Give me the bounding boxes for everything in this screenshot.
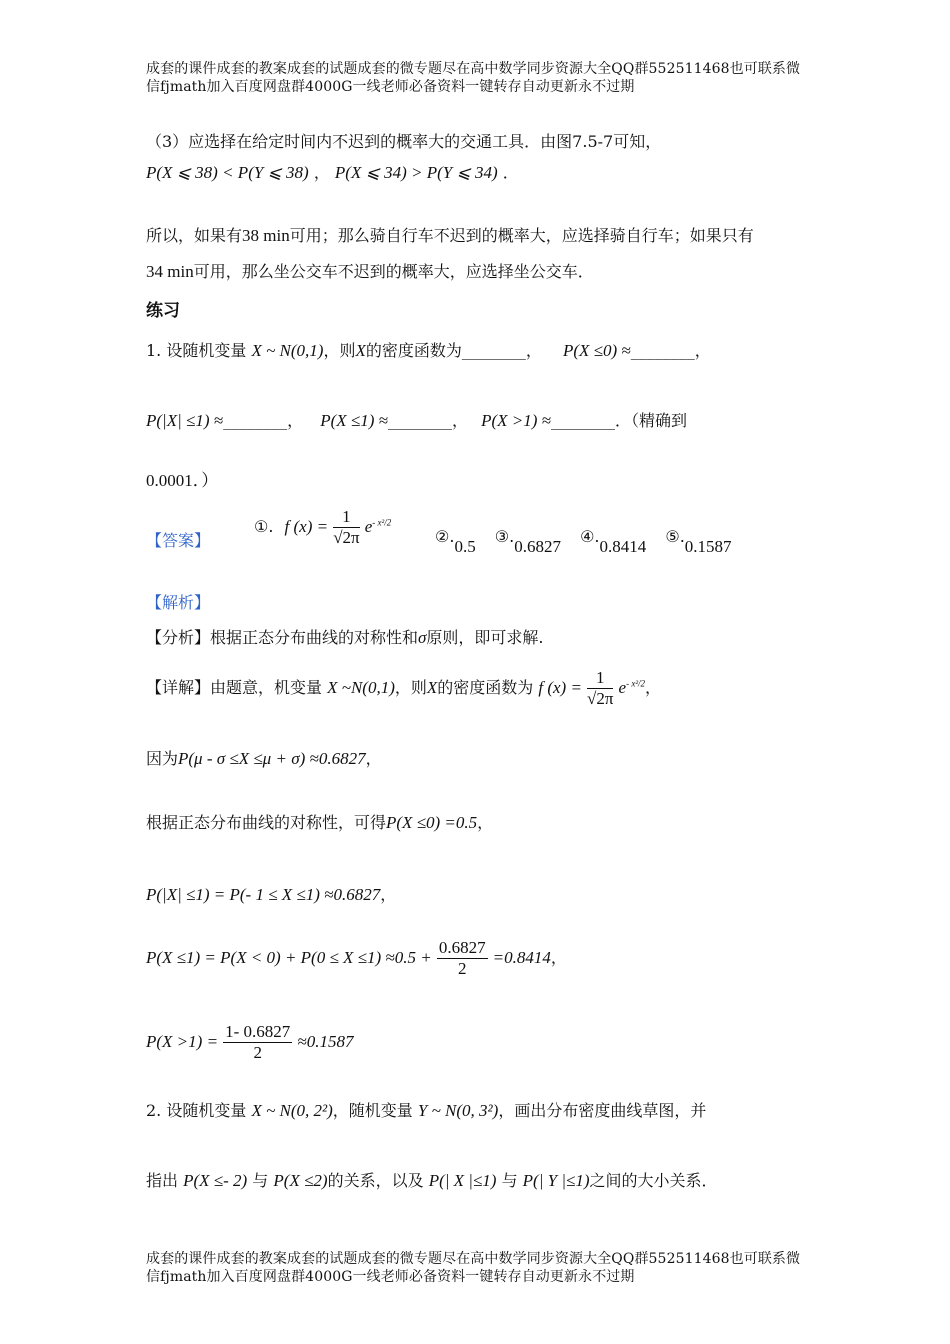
q2-dist-y: Y ~ N(0, 3²) [417,1101,499,1120]
analysis-gt1 [146,1022,354,1063]
analysis-label: 【解析】 [146,593,211,612]
q2-p2: P(X ≤2) [273,1171,328,1190]
q2-p3: P(| X |≤1) [428,1171,497,1190]
sigma-symbol: σ [418,628,427,647]
q2-g: 与 [501,1171,518,1190]
comma-2: ， [477,813,494,832]
answer-formula [254,507,391,548]
marker-4: ④. [580,527,600,546]
q1-precision: 0.0001．） [146,471,219,490]
q2-h: 之间的大小关系． [589,1171,718,1190]
density-lhs: f (x) = [284,517,329,536]
density-e: e [364,517,373,536]
min-34: 34 min [146,262,194,281]
q2-d: 指出 [146,1171,179,1190]
detail-density-exponent: - x²/2 [626,678,646,689]
marker-3: ③. [494,527,515,546]
detail-c: 的密度函数为 [437,678,534,697]
period: ． [502,163,519,182]
comma-1: ， [365,749,382,768]
abs-equation: P(|X| ≤1) = P(- 1 ≤ X ≤1) ≈0.6827 [146,885,381,904]
density-denominator: √2π [333,528,360,547]
q1-line-2 [146,408,687,431]
q1-p1: P(X ≤0) ≈ [562,341,631,360]
answer-values [435,527,732,556]
conclusion-line-1 [146,223,754,246]
q1-blank2: ________， [223,411,304,430]
q1-x: X [355,341,366,360]
q2-p4: P(| Y |≤1) [522,1171,590,1190]
ineq-1: P(X ⩽ 38) < P(Y ⩽ 38) [146,163,309,182]
density-numerator: 1 [333,507,359,528]
analysis-detail [146,668,661,709]
part3-intro: （3）应选择在给定时间内不迟到的概率大的交通工具．由图7.5-7可知， [146,132,662,151]
conclusion-b: 可用；那么骑自行车不迟到的概率大，应选择骑自行车；如果只有 [289,226,754,245]
value-3: 0.6827 [514,537,561,556]
header-line-1: 成套的课件成套的教案成套的试题成套的微专题尽在高中数学同步资源大全QQ群552511468也可联系微 [146,61,801,77]
gt1-numerator: 1- 0.6827 [225,1022,291,1041]
gt1-a: P(X >1) = [146,1032,219,1051]
le1-a: P(X ≤1) = P(X < 0) + P(0 ≤ X ≤1) ≈0.5 + [146,948,432,967]
q1-line-1 [146,338,711,361]
le1-b: =0.8414 [492,948,551,967]
q1-b: ，则 [323,341,356,360]
q2-dist-x: X ~ N(0, 2²) [251,1101,333,1120]
q1-blank3: ________， [387,411,468,430]
comma-3: ， [380,885,397,904]
analysis-because [146,746,382,769]
conclusion-c: 可用，那么坐公交车不迟到的概率大，应选择坐公交车． [193,262,594,281]
detail-density-denominator: √2π [587,689,614,708]
q2-f: 的关系，以及 [327,1171,424,1190]
le1-numerator: 0.6827 [438,938,486,957]
q2-line-1 [146,1098,706,1121]
q1-p2: P(|X| ≤1) ≈ [146,411,224,430]
q2-p1: P(X ≤- 2) [183,1171,248,1190]
footer-line-1: 成套的课件成套的教案成套的试题成套的微专题尽在高中数学同步资源大全QQ群552511468也可联系微 [146,1251,801,1267]
detail-dist: X ~N(0,1) [327,678,395,697]
q2-b: ，随机变量 [332,1101,413,1120]
q1-blank4: ________．（精确到 [551,411,688,430]
marker-2: ②. [435,527,455,546]
le1-denominator: 2 [457,959,467,978]
conclusion-a: 所以，如果有 [146,226,243,245]
q1-blank1: ________， [630,341,711,360]
gt1-fraction [223,1022,292,1063]
analysis-le1 [146,938,567,979]
detail-density-numerator: 1 [587,668,613,689]
comma-4: ， [550,948,567,967]
detail-density-fraction [587,668,613,709]
value-4: 0.8414 [599,537,647,556]
fenxi-b: 原则，即可求解. [426,628,544,647]
q1-dist: X ~ N(0,1) [251,341,324,360]
detail-a: 【详解】由题意，机变量 [146,678,323,697]
header-line-2: 信fjmath加入百度网盘群4000G一线老师必备资料一键转存自动更新永不过期 [146,79,635,95]
detail-tail: ， [645,678,662,697]
q2-line-2 [146,1168,718,1191]
le1-fraction [437,938,488,979]
q2-a: 2. 设随机变量 [146,1101,247,1120]
exercise-title: 练习 [146,301,180,321]
density-exponent: - x²/2 [372,517,392,528]
q2-c: ，画出分布密度曲线草图，并 [498,1101,707,1120]
density-fraction [333,507,359,548]
marker-1: ①. [254,517,274,536]
value-5: 0.1587 [684,537,732,556]
footer-line-2: 信fjmath加入百度网盘群4000G一线老师必备资料一键转存自动更新永不过期 [146,1269,635,1285]
detail-b: ，则 [394,678,427,697]
separator: ， [313,163,330,182]
q1-a: 1. 设随机变量 [146,341,247,360]
min-38: 38 min [242,226,290,245]
q1-p3: P(X ≤1) ≈ [320,411,388,430]
marker-5: ⑤. [665,527,685,546]
analysis-abs [146,882,396,905]
p-le-0: P(X ≤0) =0.5 [386,813,478,832]
gt1-b: ≈0.1587 [297,1032,354,1051]
value-2: 0.5 [454,537,476,556]
detail-density-e: e [618,678,627,697]
sigma-rule: P(μ - σ ≤X ≤μ + σ) ≈0.6827 [178,749,366,768]
because: 因为 [146,749,179,768]
detail-density-lhs: f (x) = [538,678,582,697]
detail-x: X [426,678,438,697]
q1-c: 的密度函数为________， [365,341,542,360]
q2-e: 与 [252,1171,269,1190]
gt1-denominator: 2 [253,1043,262,1062]
conclusion-line-2 [146,259,594,282]
ineq-2: P(X ⩽ 34) > P(Y ⩽ 34) [334,163,498,182]
analysis-fenxi [146,625,544,648]
q1-p4: P(X >1) ≈ [481,411,551,430]
answer-label: 【答案】 [146,531,211,550]
part3-inequalities [146,160,519,183]
fenxi-a: 【分析】根据正态分布曲线的对称性和 [146,628,419,647]
analysis-symmetry [146,810,493,833]
symmetry-text: 根据正态分布曲线的对称性，可得 [146,813,387,832]
